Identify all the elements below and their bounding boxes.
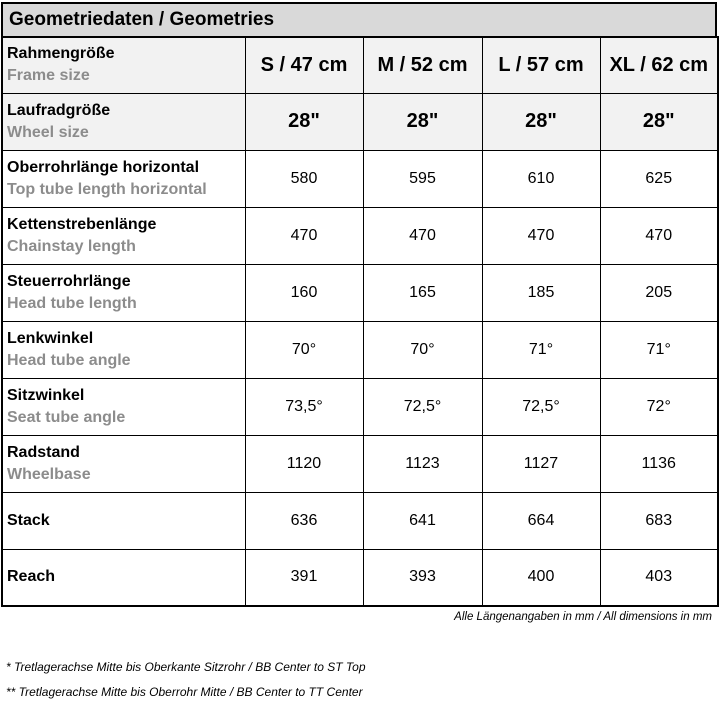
value-cell: 595 [363, 150, 482, 207]
row-label [2, 435, 245, 492]
label-en: Chainstay length [7, 237, 136, 255]
label-de: Radstand [7, 443, 80, 461]
table-row [2, 378, 718, 435]
label-de: Stack [7, 511, 50, 529]
label-en: Frame size [7, 67, 90, 85]
label-de: Laufradgröße [7, 101, 111, 119]
label-en: Head tube length [7, 294, 137, 312]
header-row-wheel-size [2, 93, 718, 150]
value-cell: 683 [600, 492, 718, 549]
value-cell: 73,5° [245, 378, 363, 435]
value-cell: 1120 [245, 435, 363, 492]
table-row [2, 492, 718, 549]
label-de: Lenkwinkel [7, 329, 94, 347]
size-header-s: S / 47 cm [245, 37, 363, 93]
footnote: ** Tretlagerachse Mitte bis Oberrohr Mitte / BB Center to TT Center [6, 685, 363, 699]
label-en: Head tube angle [7, 351, 131, 369]
table-row [2, 207, 718, 264]
value-cell: 70° [245, 321, 363, 378]
footnote: * Tretlagerachse Mitte bis Oberkante Sitzrohr / BB Center to ST Top [6, 660, 366, 674]
row-label [2, 492, 245, 549]
label-de: Oberrohrlänge horizontal [7, 158, 200, 176]
value-cell: 470 [363, 207, 482, 264]
table-row [2, 150, 718, 207]
wheel-size-cell: 28" [363, 93, 482, 150]
size-header-m: M / 52 cm [363, 37, 482, 93]
label-de: Rahmengröße [7, 45, 115, 63]
wheel-size-cell: 28" [245, 93, 363, 150]
header-row-frame-size [2, 37, 718, 93]
table-title: Geometriedaten / Geometries [1, 2, 717, 36]
value-cell: 470 [600, 207, 718, 264]
value-cell: 185 [482, 264, 600, 321]
value-cell: 580 [245, 150, 363, 207]
value-cell: 391 [245, 549, 363, 606]
geometry-table [1, 36, 719, 607]
wheel-size-cell: 28" [482, 93, 600, 150]
table-row [2, 435, 718, 492]
table-row [2, 321, 718, 378]
row-label [2, 150, 245, 207]
label-de: Sitzwinkel [7, 386, 85, 404]
label-de: Kettenstrebenlänge [7, 215, 157, 233]
row-label [2, 207, 245, 264]
value-cell: 1123 [363, 435, 482, 492]
row-label [2, 549, 245, 606]
label-de: Steuerrohrlänge [7, 272, 131, 290]
row-label [2, 378, 245, 435]
wheel-size-cell: 28" [600, 93, 718, 150]
size-header-l: L / 57 cm [482, 37, 600, 93]
value-cell: 403 [600, 549, 718, 606]
label-en: Wheelbase [7, 465, 91, 483]
value-cell: 1127 [482, 435, 600, 492]
value-cell: 160 [245, 264, 363, 321]
row-label [2, 37, 245, 93]
label-de: Reach [7, 568, 56, 586]
value-cell: 636 [245, 492, 363, 549]
value-cell: 71° [482, 321, 600, 378]
size-header-xl: XL / 62 cm [600, 37, 718, 93]
value-cell: 400 [482, 549, 600, 606]
unit-note: Alle Längenangaben in mm / All dimensions in mm [454, 611, 712, 623]
label-en: Wheel size [7, 123, 89, 141]
value-cell: 71° [600, 321, 718, 378]
value-cell: 610 [482, 150, 600, 207]
table-row [2, 549, 718, 606]
value-cell: 664 [482, 492, 600, 549]
value-cell: 72,5° [482, 378, 600, 435]
value-cell: 641 [363, 492, 482, 549]
value-cell: 72,5° [363, 378, 482, 435]
geometry-sheet [1, 2, 717, 607]
value-cell: 625 [600, 150, 718, 207]
value-cell: 70° [363, 321, 482, 378]
value-cell: 470 [482, 207, 600, 264]
value-cell: 393 [363, 549, 482, 606]
value-cell: 1136 [600, 435, 718, 492]
row-label [2, 93, 245, 150]
table-row [2, 264, 718, 321]
label-en: Top tube length horizontal [7, 180, 207, 198]
value-cell: 72° [600, 378, 718, 435]
value-cell: 205 [600, 264, 718, 321]
value-cell: 470 [245, 207, 363, 264]
value-cell: 165 [363, 264, 482, 321]
row-label [2, 321, 245, 378]
label-en: Seat tube angle [7, 408, 126, 426]
row-label [2, 264, 245, 321]
